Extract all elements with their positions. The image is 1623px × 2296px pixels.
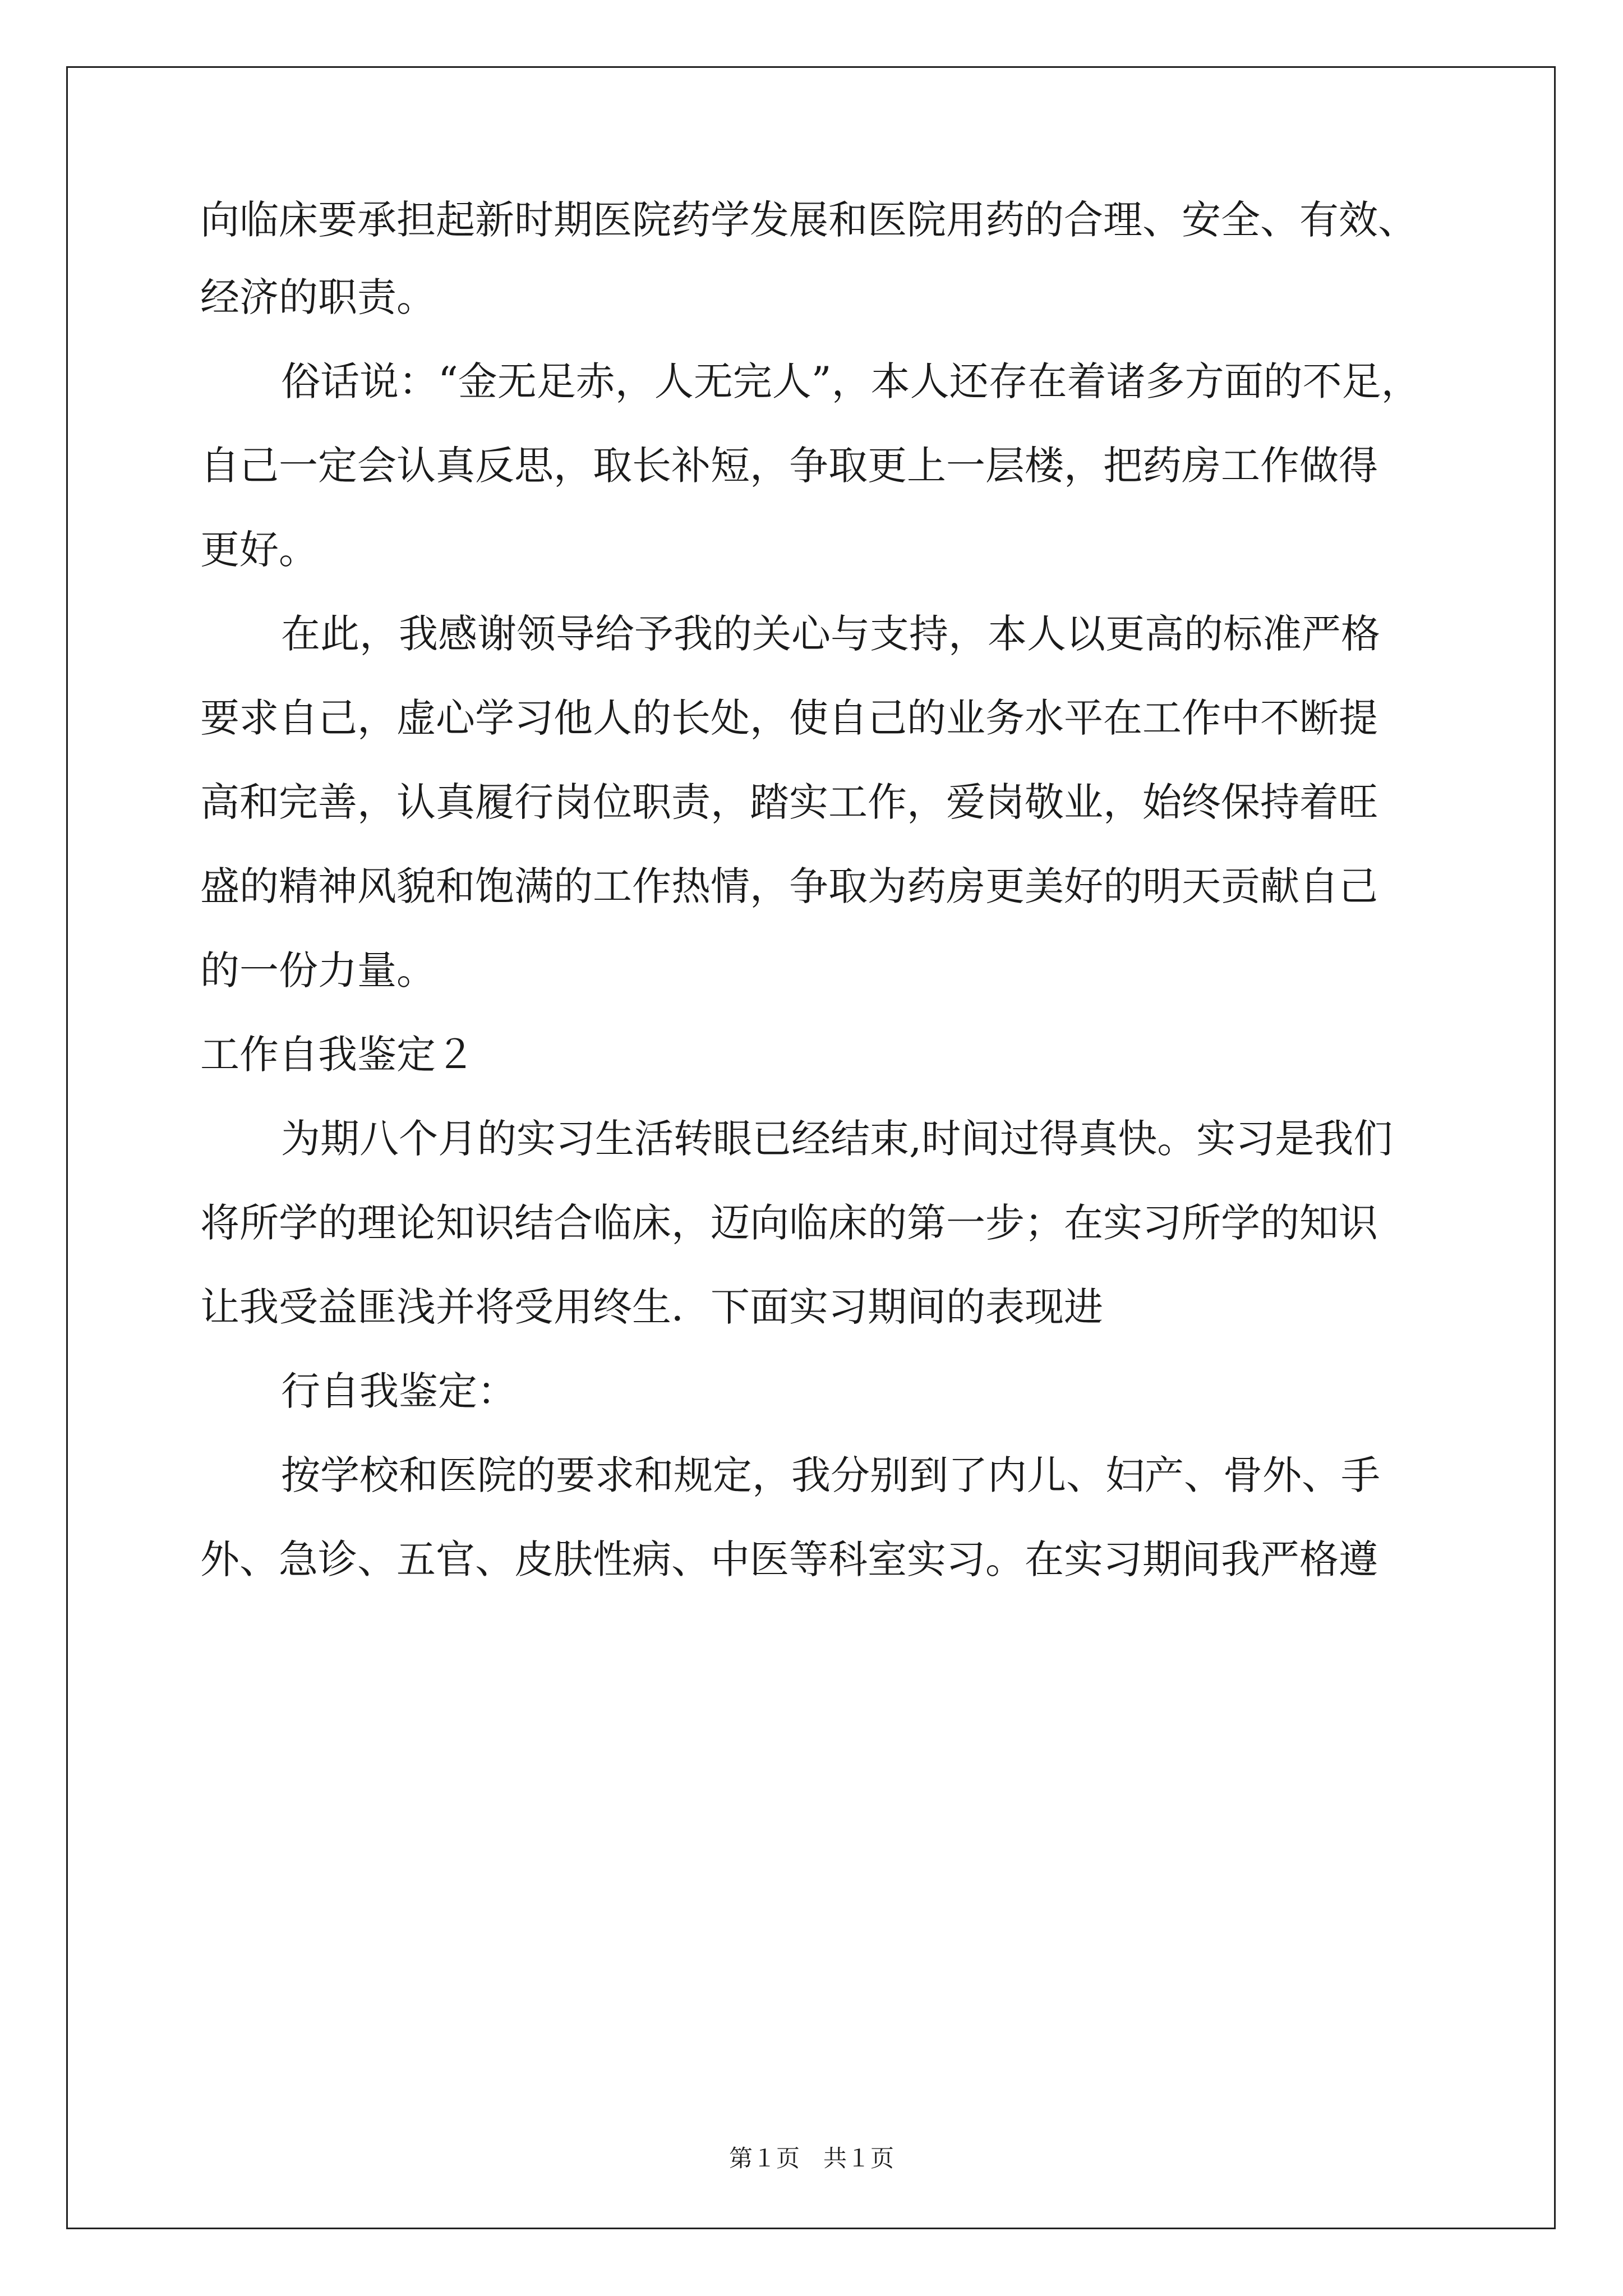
text-line: 将所学的理论知识结合临床，迈向临床的第一步；在实习所学的知识 <box>200 1200 1378 1246</box>
text-line: 要求自己，虚心学习他人的长处，使自己的业务水平在工作中不断提 <box>200 695 1378 741</box>
paragraph-start: 按学校和医院的要求和规定，我分别到了内儿、妇产、骨外、手 <box>281 1452 1380 1498</box>
text-line: 让我受益匪浅并将受用终生．下面实习期间的表现进 <box>200 1284 1103 1330</box>
text-line: 自己一定会认真反思，取长补短，争取更上一层楼，把药房工作做得 <box>200 443 1378 489</box>
text-line: 经济的职责。 <box>200 274 436 320</box>
page-number-footer: 第１页 共１页 <box>728 2145 894 2172</box>
text-line: 外、急诊、五官、皮肤性病、中医等科室实习。在实习期间我严格遵 <box>200 1536 1378 1582</box>
paragraph-start: 行自我鉴定： <box>281 1368 517 1414</box>
section-heading: 工作自我鉴定２ <box>200 1032 475 1078</box>
text-line: 盛的精神风貌和饱满的工作热情，争取为药房更美好的明天贡献自己 <box>200 863 1378 909</box>
text-line: 更好。 <box>200 527 318 573</box>
document-body <box>200 185 1434 1602</box>
text-line: 的一份力量。 <box>200 947 436 993</box>
text-line: 高和完善，认真履行岗位职责，踏实工作，爱岗敬业，始终保持着旺 <box>200 779 1378 825</box>
paragraph-start: 在此，我感谢领导给予我的关心与支持，本人以更高的标准严格 <box>281 611 1380 657</box>
paragraph-start: 俗话说：“金无足赤，人无完人”，本人还存在着诸多方面的不足， <box>281 358 1421 404</box>
paragraph-start: 为期八个月的实习生活转眼已经结束,时间过得真快。实习是我们 <box>281 1116 1393 1162</box>
text-line: 向临床要承担起新时期医院药学发展和医院用药的合理、安全、有效、 <box>200 197 1417 243</box>
